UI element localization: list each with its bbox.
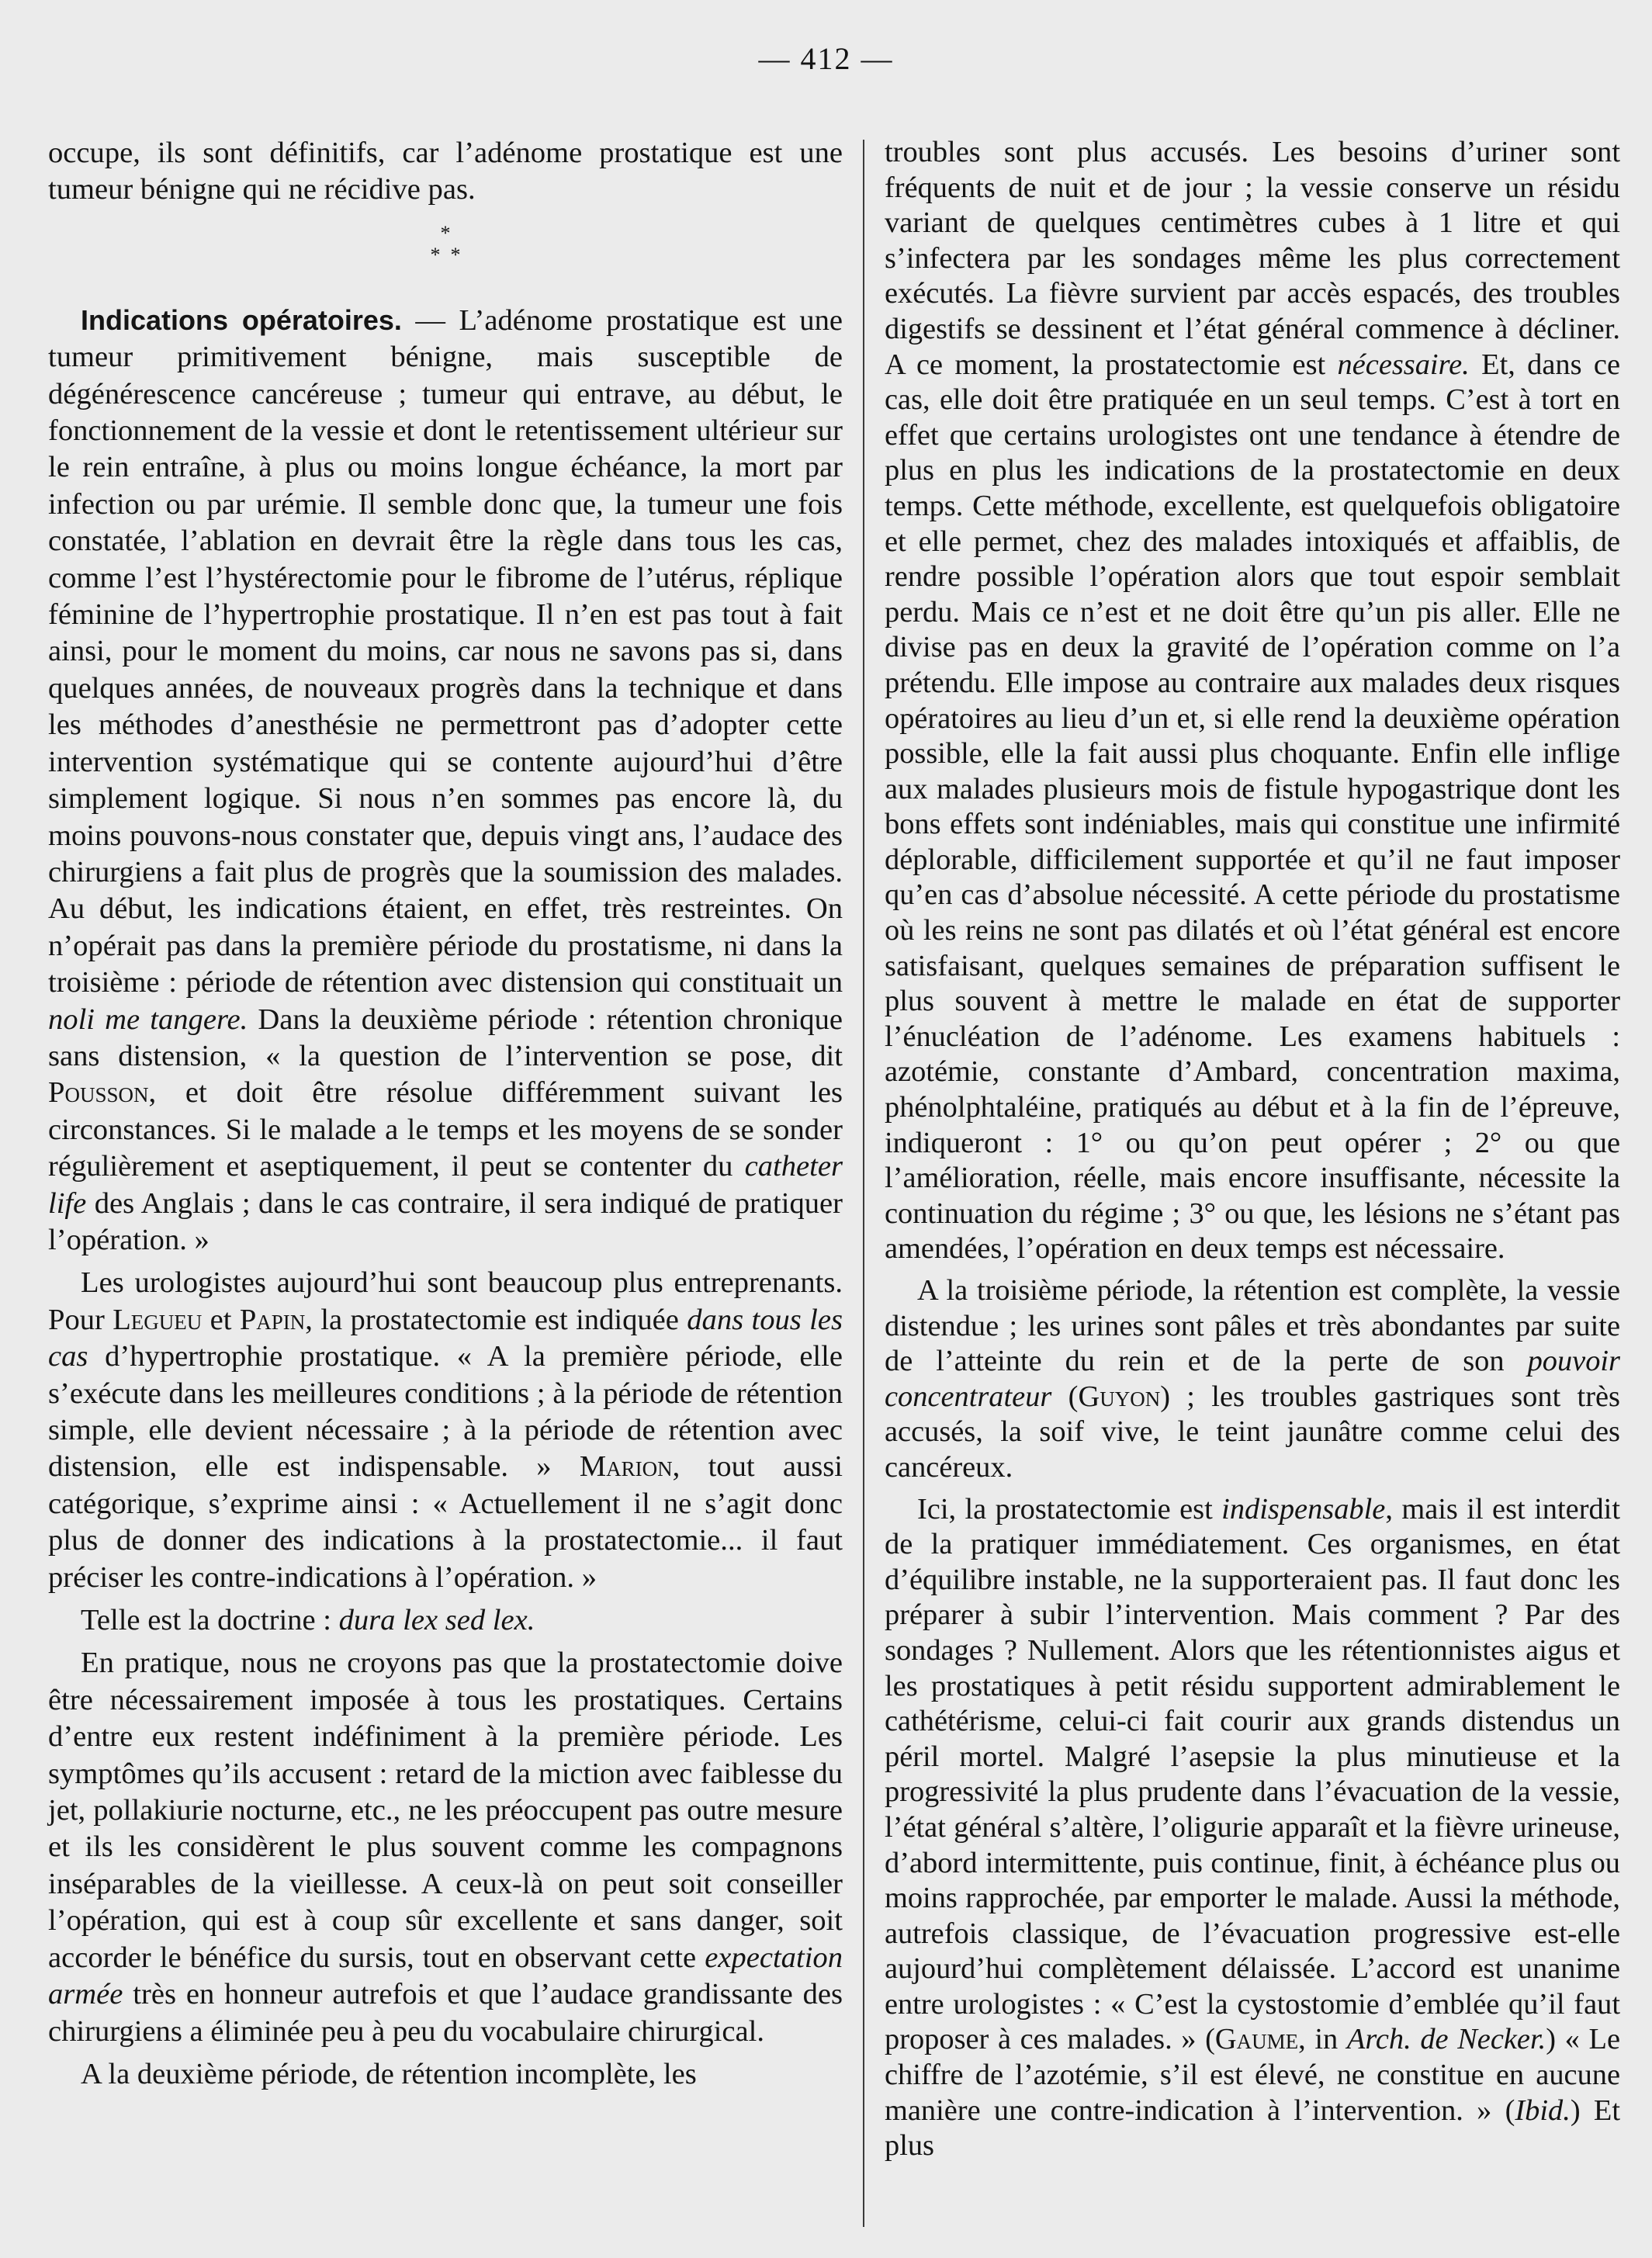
left-paragraph-5 (48, 2056, 843, 2093)
author-name: Guyon (1078, 1380, 1161, 1413)
page-number: — 412 — (758, 41, 894, 76)
right-p2-em-1: indispensable (1221, 1492, 1386, 1526)
left-column (48, 135, 843, 2093)
left-paragraph-0 (48, 135, 843, 209)
left-p2-text-b: et (202, 1303, 240, 1336)
left-paragraph-4 (48, 1645, 843, 2049)
right-p1-text-a: A la troisième période, la rétention est complète, la vessie distendue ; les urines sont pâles et très abondantes par suite de l’atteinte du rein et de la perte de son (885, 1274, 1620, 1378)
right-p2-text-b: , mais il est interdit de la pratiquer immédiatement. Ces organismes, en état d’équilibre instable, ne la supporteraient pas. Il faut donc les préparer à subir l’intervention. Mais comment ? Par des sondages ? Nullement. Alors que les rétentionnistes aigus et les prostatiques à petit résidu supportent admirablement le cathétérisme, celui-ci fait courir aux grands distendus un péril mortel. Malgré l’asepsie la plus minutieuse et la progressivité la plus prudente dans l’évacuation de la vessie, l’état général s’altère, l’oligurie apparaît et la fièvre urineuse, d’abord intermittente, puis continue, finit, à échéance plus ou moins rapprochée, par emporter le malade. Aussi la méthode, autrefois classique, de l’évacuation progressive est-elle aujourd’hui complètement délaissée. L’accord est unanime entre urologistes : « C’est la cystostomie d’emblée qu’il faut proposer à ces malades. » ( (885, 1492, 1621, 2056)
right-p1-text-b: ( (1051, 1380, 1079, 1413)
left-p3-text: Telle est la doctrine : (81, 1604, 339, 1637)
right-paragraph-2 (885, 1492, 1620, 2164)
author-name: Papin (239, 1303, 306, 1336)
author-name: Gaume (1214, 2023, 1299, 2056)
left-p2-em: dans tous les cas (48, 1303, 843, 1373)
left-p2-text-c: , la prostatectomie est indiquée (305, 1303, 687, 1336)
author-name: Pousson (48, 1076, 149, 1110)
right-p2-em-3: Ibid. (1515, 2093, 1571, 2127)
left-p5-text: A la deuxième période, de rétention incomplète, les (81, 2057, 697, 2090)
right-paragraph-1 (885, 1273, 1620, 1486)
left-paragraph-3 (48, 1602, 843, 1639)
left-p0-text: occupe, ils sont définitifs, car l’adénome prostatique est une tumeur bénigne qui ne récidive pas. (48, 137, 843, 206)
left-paragraph-1 (48, 302, 843, 1259)
left-p4-text-a: En pratique, nous ne croyons pas que la prostatectomie doive être nécessairement imposée à tous les prostatiques. Certains d’entre eux restent indéfiniment à la première période. Les symptômes qu’ils accusent : retard de la miction avec faiblesse du jet, pollakiurie nocturne, etc., ne les préoccupent pas outre mesure et ils les considèrent le plus souvent comme les compagnons inséparables de la vieillesse. A ceux-là on peut soit conseiller l’opération, qui est à coup sûr excellente et sans danger, soit accorder le bénéfice du sursis, tout en observant cette (48, 1647, 843, 1974)
right-p2-text-e: ) Et plus (885, 2093, 1620, 2163)
right-paragraph-0 (885, 135, 1620, 1267)
right-p0-text-a: troubles sont plus accusés. Les besoins d’uriner sont fréquents de nuit et de jour ; la vessie conserve un résidu variant de quelques centimètres cubes à 1 litre et qui s’infectera par les sondages même les plus correctement exécutés. La fièvre survient par accès espacés, des troubles digestifs se dessinent et l’état général commence à décliner. A ce moment, la prostatectomie est (885, 136, 1620, 381)
right-p1-em: pouvoir concentrateur (885, 1345, 1620, 1413)
left-p3-em: dura lex sed lex. (338, 1604, 535, 1637)
right-p2-text-a: Ici, la prostatectomie est (917, 1492, 1222, 1526)
left-p1-text-d: des Anglais ; dans le cas contraire, il sera indiqué de pratiquer l’opération. » (48, 1186, 843, 1256)
left-p4-text-b: très en honneur autrefois et que l’audace grandissante des chirurgiens a éliminée peu à peu du vocabulaire chirurgical. (48, 1978, 843, 2048)
author-name: Marion (579, 1450, 673, 1484)
column-divider (863, 140, 864, 2227)
right-column (885, 135, 1620, 2164)
left-paragraph-2 (48, 1265, 843, 1596)
left-p2-text-a: Les urologistes aujourd’hui sont beaucoup plus entreprenants. Pour (48, 1266, 843, 1336)
author-name: Legueu (113, 1303, 203, 1336)
left-p2-text-d: d’hypertrophie prostatique. « A la première période, elle s’exécute dans les meilleures conditions ; à la période de rétention simple, elle devient nécessaire ; à la période de rétention avec distension, elle est indispensable. » (48, 1340, 843, 1484)
left-p1-text-c: , et doit être résolue différemment suivant les circonstances. Si le malade a le temps et les moyens de se sonder régulièrement et aseptiquement, il peut se contenter du (48, 1076, 843, 1183)
right-p2-text-d: ) « Le chiffre de l’azotémie, s’il est élevé, ne constitue en aucune manière une contre-indication à l’intervention. » ( (885, 2023, 1620, 2127)
right-p0-text-b: Et, dans ce cas, elle doit être pratiquée en un seul temps. C’est à tort en effet que certains urologistes ont une tendance à étendre de plus en plus les indications de la prostatectomie en deux temps. Cette méthode, excellente, est quelquefois obligatoire et elle permet, chez des malades intoxiqués et affaiblis, de rendre possible l’opération alors que tout espoir semblait perdu. Mais ce n’est et ne doit être qu’un pis aller. Elle ne divise pas en deux la gravité de l’opération comme on l’a prétendu. Elle impose au contraire aux malades deux risques opératoires au lieu d’un et, si elle rend la deuxième opération possible, elle la fait aussi plus choquante. Enfin elle inflige aux malades plusieurs mois de fistule hypogastrique dont les bons effets sont indéniables, mais qui constitue une infirmité déplorable, difficilement supportée et qu’il ne faut imposer qu’en cas d’absolue nécessité. A cette période du prostatisme où les reins ne sont pas dilatés et où l’état général est encore satisfaisant, quelques semaines de préparation suffisent le plus souvent à mettre le malade en état de supporter l’énucléation de l’adénome. Les examens habituels : azotémie, constante d’Ambard, concentration maxima, phénolphtaléine, pratiqués au début et à la fin de l’épreuve, indiqueront : 1° ou qu’on peut opérer ; 2° ou que l’amélioration, réelle, mais encore insuffisante, nécessite la continuation du régime ; 3° ou que, les lésions ne s’étant pas amendées, l’opération en deux temps est nécessaire. (885, 348, 1620, 1266)
left-p1-text-a: — L’adénome prostatique est une tumeur primitivement bénigne, mais susceptible de dégénérescence cancéreuse ; tumeur qui entrave, au début, le fonctionnement de la vessie et dont le retentissement ultérieur sur le rein entraîne, à plus ou moins longue échéance, la mort par infection ou par urémie. Il semble donc que, la tumeur une fois constatée, l’ablation en devrait être la règle dans tous les cas, comme l’est l’hystérectomie pour le fibrome de l’utérus, réplique féminine de l’hypertrophie prostatique. Il n’en est pas tout à fait ainsi, pour le moment du moins, car nous ne savons pas si, dans quelques années, de nouveaux progrès dans la technique et dans les méthodes d’anesthésie ne permettront pas d’adopter cette intervention systématique qui se contente aujourd’hui d’être simplement logique. Si nous n’en sommes pas encore là, du moins pouvons-nous constater que, depuis vingt ans, l’audace des chirurgiens a fait plus de progrès que la soumission des malades. Au début, les indications étaient, en effet, très restreintes. On n’opérait pas dans la première période du prostatisme, ni dans la troisième : période de rétention avec distension qui constituait un (48, 303, 843, 999)
right-p2-text-c: , in (1298, 2023, 1347, 2056)
right-p1-text-c: ) ; les troubles gastriques sont très accusés, la soif vive, le teint jaunâtre comme celui des cancéreux. (885, 1380, 1620, 1484)
left-p1-text-b: Dans la deuxième période : rétention chronique sans distension, « la question de l’intervention se pose, dit (48, 1003, 843, 1072)
left-p2-text-e: , tout aussi catégorique, s’exprime ainsi : « Actuellement il ne s’agit donc plus de donner des indications à la prostatectomie... il faut préciser les contre-indications à l’opération. » (48, 1450, 843, 1594)
left-p4-em: expectation armée (48, 1941, 843, 2011)
left-p1-em-2: catheter life (48, 1150, 843, 1220)
left-p1-em-1: noli me tangere. (48, 1003, 248, 1036)
right-p2-em-2: Arch. de Necker. (1346, 2023, 1546, 2056)
right-p0-em: nécessaire. (1337, 348, 1470, 381)
section-separator (48, 209, 843, 302)
section-heading: Indications opératoires. (81, 303, 402, 336)
asterism-glyph: * * * (430, 221, 461, 266)
